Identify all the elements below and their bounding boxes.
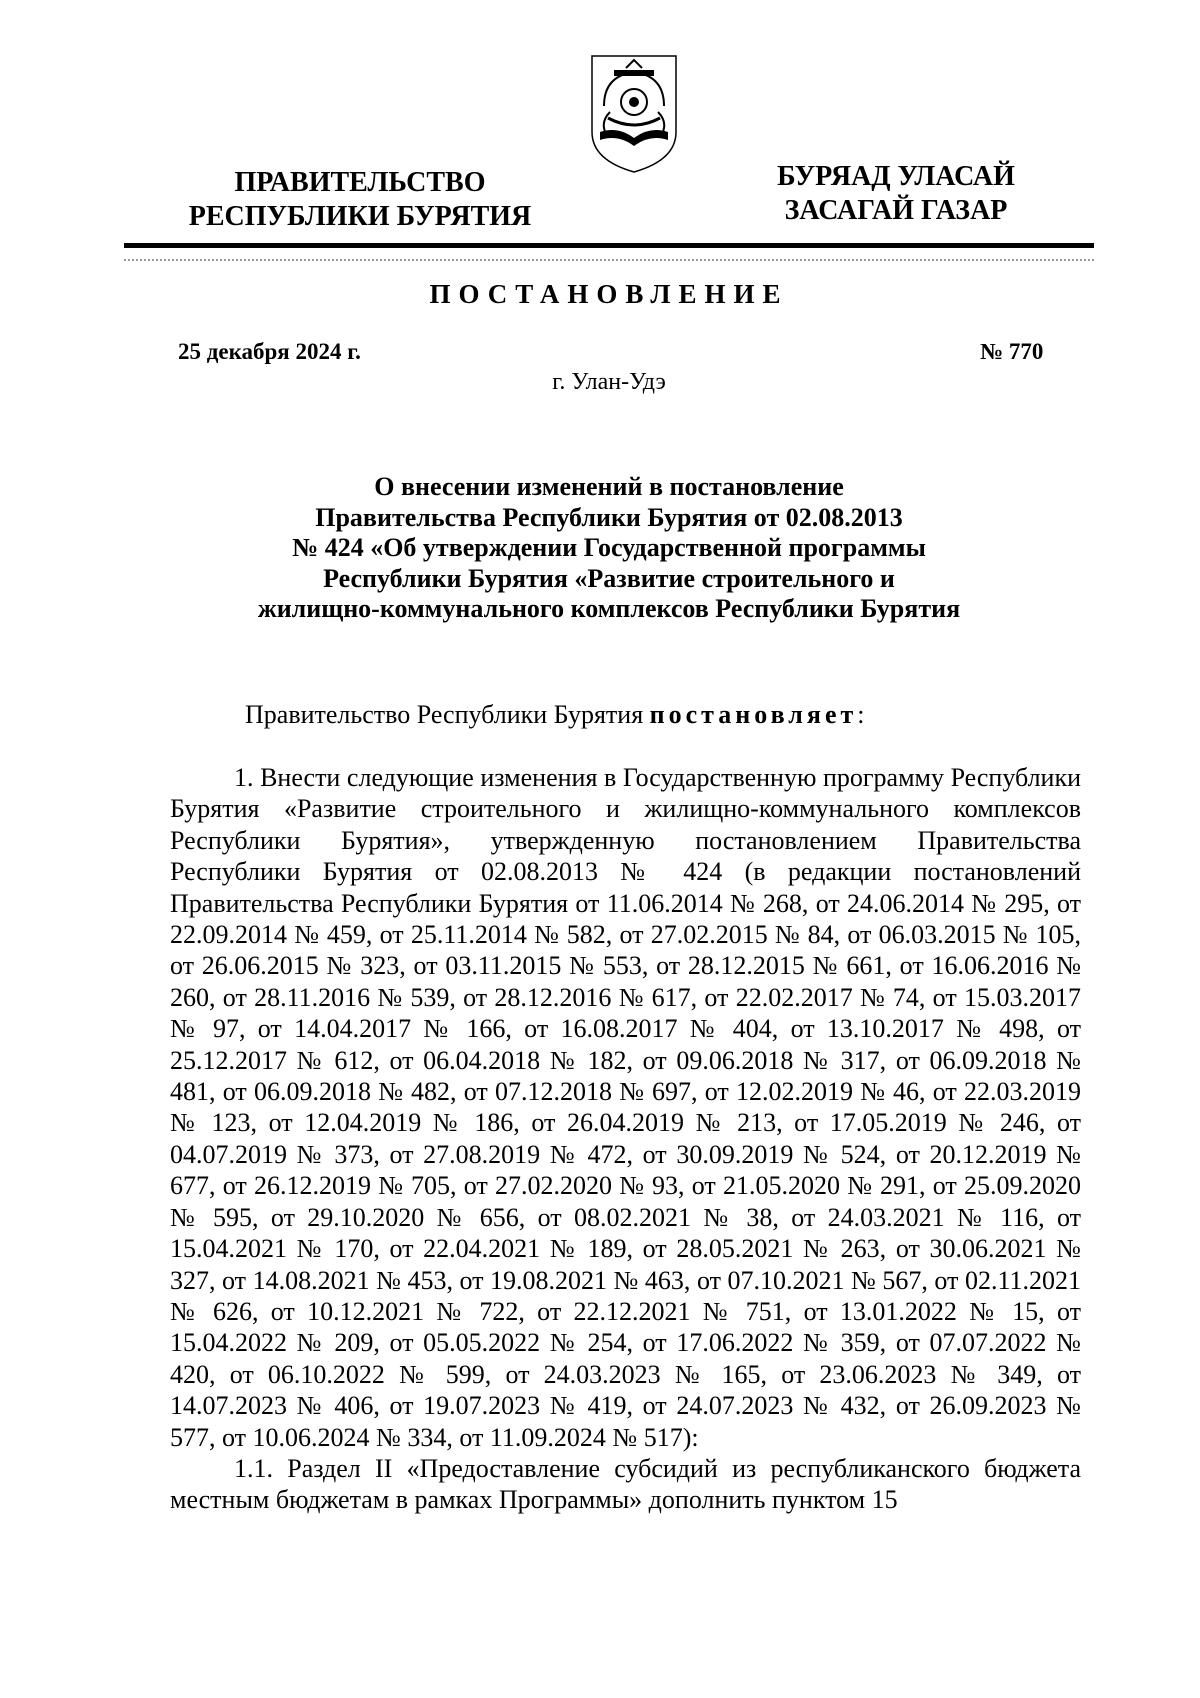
- subject-line: жилищно-коммунального комплексов Республики Бурятия: [257, 594, 961, 623]
- decides-verb: постановляет: [649, 700, 858, 729]
- coat-of-arms-icon: [588, 52, 680, 174]
- header-left-line2: РЕСПУБЛИКИ БУРЯТИЯ: [188, 201, 532, 232]
- subject-line: Правительства Республики Бурятия от 02.08.2013: [315, 502, 903, 532]
- header-right-line2: ЗАСАГАЙ ГАЗАР: [784, 195, 1008, 226]
- subject-line: № 424 «Об утверждении Государственной программы: [292, 533, 926, 562]
- decides-suffix: :: [857, 700, 865, 729]
- decides-line: [245, 700, 865, 730]
- subject-line: Республики Бурятия «Развитие строительного и: [323, 563, 895, 593]
- header-right: [750, 160, 1042, 228]
- header-left: [176, 166, 544, 234]
- paragraph-1-1: 1.1. Раздел II «Предоставление субсидий из республиканского бюджета местным бюджетам в рамках Программы» дополнить пунктом 15: [170, 1453, 1081, 1515]
- header-dotted-divider: [124, 259, 1094, 261]
- document-type: ПОСТАНОВЛЕНИЕ: [429, 279, 789, 309]
- document-body: [170, 762, 1081, 1516]
- document-number: № 770: [980, 339, 1044, 364]
- document-subject: [124, 472, 1094, 625]
- document-date: 25 декабря 2024 г.: [178, 339, 361, 364]
- document-city: г. Улан-Удэ: [552, 369, 666, 395]
- subject-line: О внесении изменений в постановление: [374, 472, 844, 501]
- paragraph-1: 1. Внести следующие изменения в Государственную программу Республики Бурятия «Развитие строительного и жилищно-коммунального комплексов Республики Бурятия», утвержденную постановлением Правительства Республики Бурятия от 02.08.2013 № 424 (в редакции постановлений Правительства Республики Бурятия от 11.06.2014 № 268, от 24.06.2014 № 295, от 22.09.2014 № 459, от 25.11.2014 № 582, от 27.02.2015 № 84, от 06.03.2015 № 105, от 26.06.2015 № 323, от 03.11.2015 № 553, от 28.12.2015 № 661, от 16.06.2016 № 260, от 28.11.2016 № 539, от 28.12.2016 № 617, от 22.02.2017 № 74, от 15.03.2017 № 97, от 14.04.2017 № 166, от 16.08.2017 № 404, от 13.10.2017 № 498, от 25.12.2017 № 612, от 06.04.2018 № 182, от 09.06.2018 № 317, от 06.09.2018 № 481, от 06.09.2018 № 482, от 07.12.2018 № 697, от 12.02.2019 № 46, от 22.03.2019 № 123, от 12.04.2019 № 186, от 26.04.2019 № 213, от 17.05.2019 № 246, от 04.07.2019 № 373, от 27.08.2019 № 472, от 30.09.2019 № 524, от 20.12.2019 № 677, от 26.12.2019 № 705, от 27.02.2020 № 93, от 21.05.2020 № 291, от 25.09.2020 № 595, от 29.10.2020 № 656, от 08.02.2021 № 38, от 24.03.2021 № 116, от 15.04.2021 № 170, от 22.04.2021 № 189, от 28.05.2021 № 263, от 30.06.2021 № 327, от 14.08.2021 № 453, от 19.08.2021 № 463, от 07.10.2021 № 567, от 02.11.2021 № 626, от 10.12.2021 № 722, от 22.12.2021 № 751, от 13.01.2022 № 15, от 15.04.2022 № 209, от 05.05.2022 № 254, от 17.06.2022 № 359, от 07.07.2022 № 420, от 06.10.2022 № 599, от 24.03.2023 № 165, от 23.06.2023 № 349, от 14.07.2023 № 406, от 19.07.2023 № 419, от 24.07.2023 № 432, от 26.09.2023 № 577, от 10.06.2024 № 334, от 11.09.2024 № 517):: [170, 763, 1081, 1452]
- header-left-line1: ПРАВИТЕЛЬСТВО: [234, 167, 486, 198]
- decides-prefix: Правительство Республики Бурятия: [245, 700, 650, 729]
- header-divider: [124, 243, 1094, 248]
- header-right-line1: БУРЯАД УЛАСАЙ: [777, 161, 1015, 192]
